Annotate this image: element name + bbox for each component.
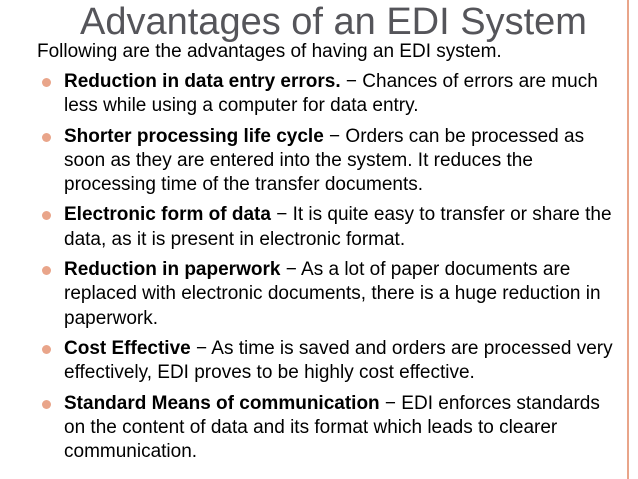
item-term: Reduction in paperwork bbox=[64, 259, 281, 281]
list-item bbox=[37, 203, 617, 252]
item-description: − It is quite easy to transfer or share the data, as it is present in electronic format. bbox=[64, 204, 612, 250]
bullet-icon bbox=[42, 345, 51, 354]
list-item bbox=[37, 125, 617, 198]
list-item bbox=[37, 70, 617, 119]
slide-border-accent bbox=[627, 0, 629, 479]
item-description: − Orders can be processed as soon as they are entered into the system. It reduces the processing time of the transfer documents. bbox=[64, 125, 585, 196]
bullet-icon bbox=[42, 266, 51, 275]
item-term: Standard Means of communication bbox=[64, 392, 380, 414]
intro-text: Following are the advantages of having an EDI system. bbox=[37, 41, 502, 62]
item-description: − As a lot of paper documents are replaced with electronic documents, there is a huge reduction in paperwork. bbox=[64, 259, 601, 329]
bullet-icon bbox=[42, 400, 51, 409]
advantages-list bbox=[37, 70, 617, 470]
item-description: − Chances of errors are much less while using a computer for data entry. bbox=[64, 71, 598, 117]
list-item bbox=[37, 392, 617, 465]
item-description: − EDI enforces standards on the content of data and its format which leads to clearer communication. bbox=[64, 392, 600, 463]
bullet-icon bbox=[42, 133, 51, 142]
list-item bbox=[37, 258, 617, 331]
item-term: Electronic form of data bbox=[64, 204, 271, 226]
list-item bbox=[37, 337, 617, 386]
item-term: Cost Effective bbox=[64, 337, 191, 359]
bullet-icon bbox=[42, 211, 51, 220]
bullet-icon bbox=[42, 78, 51, 87]
slide-title: Advantages of an EDI System bbox=[80, 1, 587, 43]
item-term: Shorter processing life cycle bbox=[64, 125, 324, 147]
item-description: − As time is saved and orders are processed very effectively, EDI proves to be highly cost effective. bbox=[64, 337, 613, 384]
item-term: Reduction in data entry errors. bbox=[64, 71, 341, 92]
